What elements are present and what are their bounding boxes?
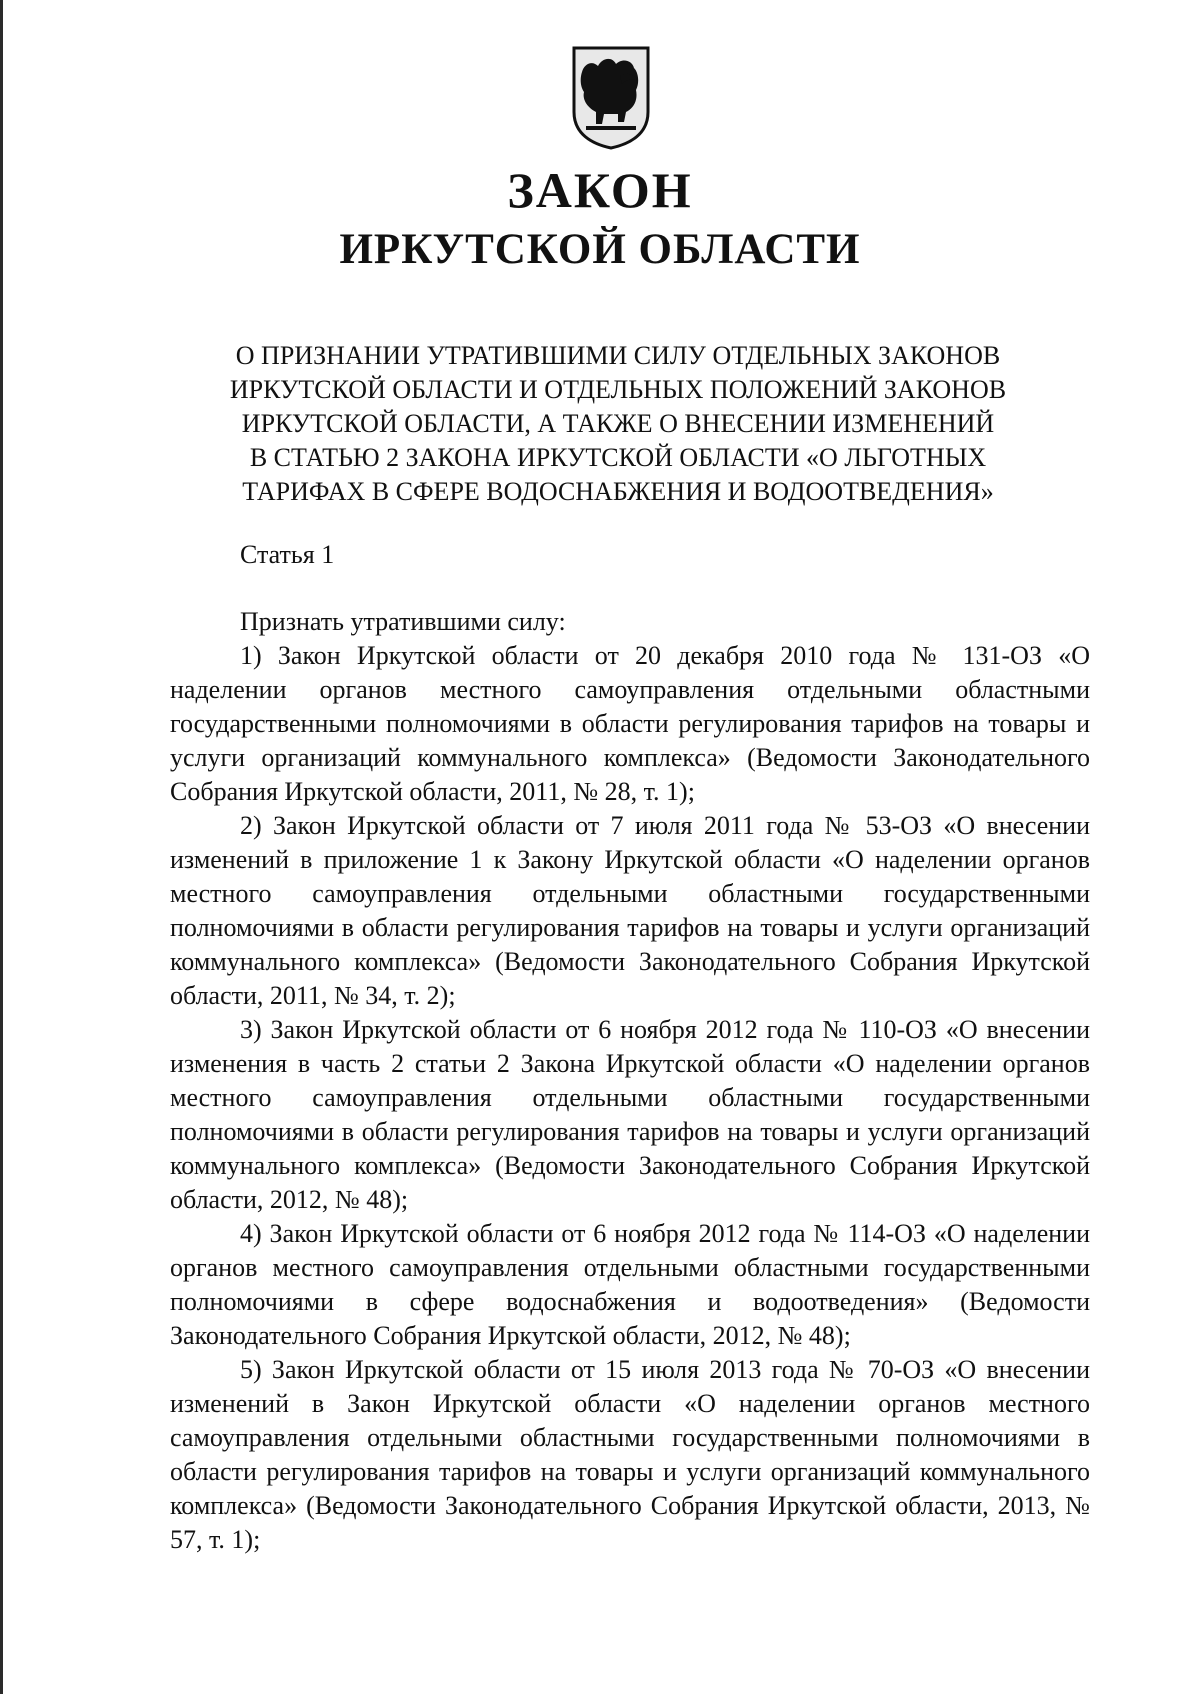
list-item: 3) Закон Иркутской области от 6 ноября 2012 года № 110-ОЗ «О внесении изменения в часть 2 статьи 2 Закона Иркутской области «О наделении органов местного самоуправления отдельными областными государственными полномочиями в области регулирования тарифов на товары и услуги организаций коммунального комплекса» (Ведомости Законодательного Собрания Иркутской области, 2012, № 48); <box>170 1015 1090 1214</box>
article-intro: Признать утратившими силу: <box>240 607 566 636</box>
list-item: 2) Закон Иркутской области от 7 июля 2011 года № 53-ОЗ «О внесении изменений в приложение 1 к Закону Иркутской области «О наделении органов местного самоуправления отдельными областными государственными полномочиями в области регулирования тарифов на товары и услуги организаций коммунального комплекса» (Ведомости Законодательного Собрания Иркутской области, 2011, № 34, т. 2); <box>170 811 1090 1010</box>
document-title: ЗАКОН <box>507 162 693 218</box>
heading-line: ИРКУТСКОЙ ОБЛАСТИ И ОТДЕЛЬНЫХ ПОЛОЖЕНИЙ ЗАКОНОВ <box>229 375 1007 404</box>
list-item: 5) Закон Иркутской области от 15 июля 2013 года № 70-ОЗ «О внесении изменений в Закон Иркутской области «О наделении органов местного самоуправления отдельными областными государственными полномочиями в области регулирования тарифов на товары и услуги организаций коммунального комплекса» (Ведомости Законодательного Собрания Иркутской области, 2013, № 57, т. 1); <box>170 1355 1090 1554</box>
document-subtitle: ИРКУТСКОЙ ОБЛАСТИ <box>339 226 861 273</box>
coat-of-arms-icon <box>568 42 654 150</box>
heading-line: ИРКУТСКОЙ ОБЛАСТИ, А ТАКЖЕ О ВНЕСЕНИИ ИЗМЕНЕНИЙ <box>241 409 995 438</box>
list-item: 1) Закон Иркутской области от 20 декабря 2010 года № 131-ОЗ «О наделении органов местного самоуправления отдельными областными государственными полномочиями в области регулирования тарифов на товары и услуги организаций коммунального комплекса» (Ведомости Законодательного Собрания Иркутской области, 2011, № 28, т. 1); <box>170 641 1090 806</box>
heading-line: ТАРИФАХ В СФЕРЕ ВОДОСНАБЖЕНИЯ И ВОДООТВЕДЕНИЯ» <box>242 477 994 506</box>
list-item: 4) Закон Иркутской области от 6 ноября 2012 года № 114-ОЗ «О наделении органов местного самоуправления отдельными областными государственными полномочиями в сфере водоснабжения и водоотведения» (Ведомости Законодательного Собрания Иркутской области, 2012, № 48); <box>170 1219 1090 1350</box>
heading-line: О ПРИЗНАНИИ УТРАТИВШИМИ СИЛУ ОТДЕЛЬНЫХ ЗАКОНОВ <box>235 341 1001 370</box>
law-heading <box>150 339 1086 509</box>
article-body <box>170 605 1090 1557</box>
article-title: Статья 1 <box>240 540 335 569</box>
heading-line: В СТАТЬЮ 2 ЗАКОНА ИРКУТСКОЙ ОБЛАСТИ «О ЛЬГОТНЫХ <box>249 443 987 472</box>
